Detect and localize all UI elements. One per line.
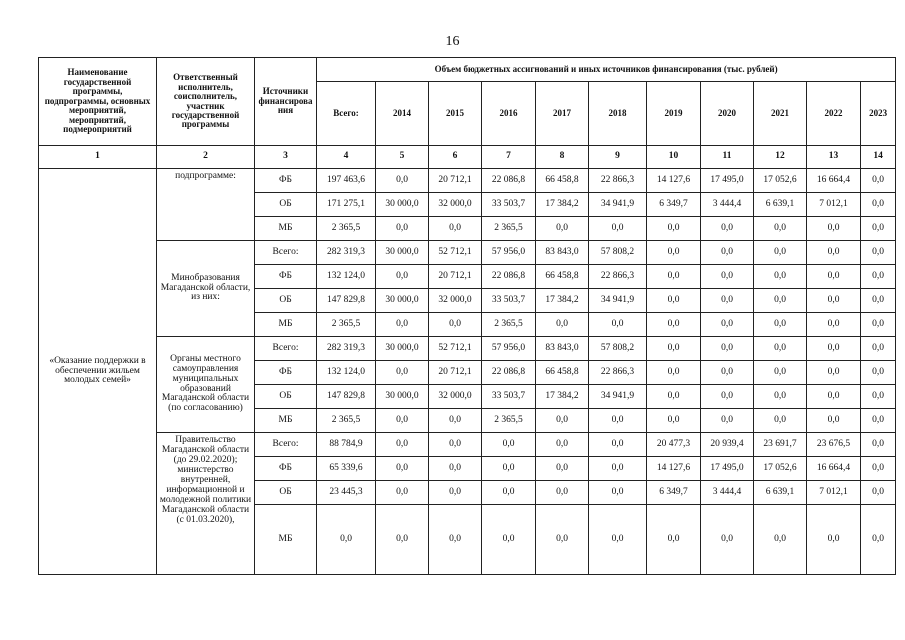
- header-source: Источники финансирова ния: [255, 58, 317, 146]
- source-cell: Всего:: [255, 241, 317, 265]
- column-number: 9: [589, 146, 647, 169]
- value-cell: 34 941,9: [589, 385, 647, 409]
- value-cell: 0,0: [482, 481, 536, 505]
- value-cell: 23 691,7: [754, 433, 807, 457]
- value-cell: 0,0: [589, 433, 647, 457]
- value-cell: 23 445,3: [317, 481, 376, 505]
- value-cell: 6 639,1: [754, 193, 807, 217]
- value-cell: 20 712,1: [429, 361, 482, 385]
- value-cell: 0,0: [647, 385, 701, 409]
- value-cell: 0,0: [429, 481, 482, 505]
- value-cell: 0,0: [376, 505, 429, 575]
- value-cell: 30 000,0: [376, 385, 429, 409]
- value-cell: 0,0: [536, 313, 589, 337]
- value-cell: 0,0: [861, 433, 896, 457]
- header-group-title: Объем бюджетных ассигнований и иных источников финансирования (тыс. рублей): [317, 58, 896, 82]
- value-cell: 0,0: [807, 289, 861, 313]
- value-cell: 30 000,0: [376, 289, 429, 313]
- value-cell: 22 086,8: [482, 361, 536, 385]
- value-cell: 0,0: [807, 361, 861, 385]
- value-cell: 2 365,5: [317, 217, 376, 241]
- table-row: [39, 169, 896, 193]
- value-cell: 0,0: [647, 313, 701, 337]
- header-year: 2017: [536, 82, 589, 146]
- page-number: 16: [445, 34, 460, 49]
- column-number: 7: [482, 146, 536, 169]
- value-cell: 20 712,1: [429, 169, 482, 193]
- value-cell: 0,0: [861, 241, 896, 265]
- value-cell: 0,0: [807, 385, 861, 409]
- column-number: 5: [376, 146, 429, 169]
- value-cell: 0,0: [376, 481, 429, 505]
- value-cell: 0,0: [376, 313, 429, 337]
- value-cell: 17 052,6: [754, 169, 807, 193]
- value-cell: 57 956,0: [482, 337, 536, 361]
- value-cell: 33 503,7: [482, 193, 536, 217]
- value-cell: 0,0: [536, 409, 589, 433]
- value-cell: 34 941,9: [589, 289, 647, 313]
- value-cell: 16 664,4: [807, 169, 861, 193]
- value-cell: 0,0: [754, 505, 807, 575]
- value-cell: 0,0: [701, 337, 754, 361]
- value-cell: 0,0: [701, 505, 754, 575]
- column-number: 11: [701, 146, 754, 169]
- column-number: 13: [807, 146, 861, 169]
- value-cell: 0,0: [701, 313, 754, 337]
- source-cell: МБ: [255, 217, 317, 241]
- value-cell: 0,0: [376, 433, 429, 457]
- value-cell: 0,0: [589, 409, 647, 433]
- value-cell: 0,0: [376, 265, 429, 289]
- value-cell: 0,0: [701, 217, 754, 241]
- value-cell: 20 477,3: [647, 433, 701, 457]
- value-cell: 147 829,8: [317, 289, 376, 313]
- value-cell: 0,0: [807, 337, 861, 361]
- value-cell: 0,0: [701, 409, 754, 433]
- value-cell: 282 319,3: [317, 241, 376, 265]
- value-cell: 0,0: [376, 457, 429, 481]
- value-cell: 0,0: [429, 409, 482, 433]
- source-cell: ФБ: [255, 169, 317, 193]
- value-cell: 52 712,1: [429, 241, 482, 265]
- value-cell: 0,0: [807, 313, 861, 337]
- value-cell: 3 444,4: [701, 193, 754, 217]
- header-year: 2020: [701, 82, 754, 146]
- value-cell: 32 000,0: [429, 385, 482, 409]
- value-cell: 0,0: [861, 289, 896, 313]
- value-cell: 14 127,6: [647, 457, 701, 481]
- header-total: Всего:: [317, 82, 376, 146]
- value-cell: 30 000,0: [376, 337, 429, 361]
- value-cell: 0,0: [647, 217, 701, 241]
- value-cell: 0,0: [754, 265, 807, 289]
- value-cell: 0,0: [376, 409, 429, 433]
- value-cell: 0,0: [536, 505, 589, 575]
- value-cell: 0,0: [861, 193, 896, 217]
- value-cell: 7 012,1: [807, 481, 861, 505]
- value-cell: 22 866,3: [589, 265, 647, 289]
- value-cell: 0,0: [754, 289, 807, 313]
- table-row: [39, 241, 896, 265]
- header-year: 2014: [376, 82, 429, 146]
- source-cell: Всего:: [255, 337, 317, 361]
- value-cell: 23 676,5: [807, 433, 861, 457]
- value-cell: 0,0: [536, 481, 589, 505]
- value-cell: 30 000,0: [376, 241, 429, 265]
- source-cell: Всего:: [255, 433, 317, 457]
- source-cell: ОБ: [255, 481, 317, 505]
- value-cell: 17 052,6: [754, 457, 807, 481]
- value-cell: 32 000,0: [429, 193, 482, 217]
- table-row: [39, 433, 896, 457]
- column-number-row: [39, 146, 896, 169]
- value-cell: 0,0: [754, 337, 807, 361]
- executor-cell: Правительство Магаданской области (до 29.02.2020); министерство внутренней, информационной и молодежной политики Магаданской области (с 01.03.2020),: [157, 433, 255, 575]
- value-cell: 132 124,0: [317, 361, 376, 385]
- value-cell: 132 124,0: [317, 265, 376, 289]
- value-cell: 83 843,0: [536, 241, 589, 265]
- value-cell: 0,0: [807, 241, 861, 265]
- value-cell: 0,0: [861, 265, 896, 289]
- value-cell: 197 463,6: [317, 169, 376, 193]
- value-cell: 33 503,7: [482, 385, 536, 409]
- value-cell: 0,0: [807, 217, 861, 241]
- value-cell: 147 829,8: [317, 385, 376, 409]
- source-cell: ФБ: [255, 361, 317, 385]
- value-cell: 0,0: [861, 385, 896, 409]
- value-cell: 17 384,2: [536, 289, 589, 313]
- value-cell: 0,0: [701, 289, 754, 313]
- value-cell: 33 503,7: [482, 289, 536, 313]
- executor-cell: Минобразования Магаданской области, из них:: [157, 241, 255, 337]
- value-cell: 2 365,5: [482, 409, 536, 433]
- source-cell: МБ: [255, 409, 317, 433]
- value-cell: 282 319,3: [317, 337, 376, 361]
- value-cell: 0,0: [754, 409, 807, 433]
- header-year: 2019: [647, 82, 701, 146]
- value-cell: 0,0: [861, 409, 896, 433]
- value-cell: 171 275,1: [317, 193, 376, 217]
- executor-cell: подпрограмме:: [157, 169, 255, 241]
- value-cell: 0,0: [482, 433, 536, 457]
- value-cell: 2 365,5: [482, 313, 536, 337]
- value-cell: 17 495,0: [701, 169, 754, 193]
- value-cell: 57 808,2: [589, 241, 647, 265]
- value-cell: 0,0: [376, 169, 429, 193]
- value-cell: 20 939,4: [701, 433, 754, 457]
- value-cell: 6 639,1: [754, 481, 807, 505]
- value-cell: 2 365,5: [317, 313, 376, 337]
- value-cell: 0,0: [647, 289, 701, 313]
- source-cell: ОБ: [255, 385, 317, 409]
- value-cell: 17 495,0: [701, 457, 754, 481]
- value-cell: 0,0: [807, 505, 861, 575]
- value-cell: 0,0: [536, 217, 589, 241]
- header-year: 2016: [482, 82, 536, 146]
- column-number: 14: [861, 146, 896, 169]
- value-cell: 0,0: [861, 505, 896, 575]
- header-year: 2022: [807, 82, 861, 146]
- value-cell: 0,0: [376, 217, 429, 241]
- value-cell: 0,0: [589, 481, 647, 505]
- value-cell: 66 458,8: [536, 169, 589, 193]
- value-cell: 0,0: [701, 241, 754, 265]
- value-cell: 22 086,8: [482, 169, 536, 193]
- column-number: 10: [647, 146, 701, 169]
- value-cell: 32 000,0: [429, 289, 482, 313]
- value-cell: 0,0: [647, 361, 701, 385]
- value-cell: 22 866,3: [589, 361, 647, 385]
- value-cell: 65 339,6: [317, 457, 376, 481]
- value-cell: 0,0: [482, 457, 536, 481]
- value-cell: 3 444,4: [701, 481, 754, 505]
- value-cell: 52 712,1: [429, 337, 482, 361]
- budget-table: [38, 57, 896, 575]
- value-cell: 6 349,7: [647, 481, 701, 505]
- value-cell: 0,0: [807, 265, 861, 289]
- column-number: 12: [754, 146, 807, 169]
- value-cell: 0,0: [754, 361, 807, 385]
- value-cell: 0,0: [647, 337, 701, 361]
- value-cell: 66 458,8: [536, 361, 589, 385]
- value-cell: 0,0: [429, 217, 482, 241]
- value-cell: 0,0: [861, 313, 896, 337]
- value-cell: 0,0: [701, 265, 754, 289]
- value-cell: 0,0: [754, 217, 807, 241]
- header-year: 2023: [861, 82, 896, 146]
- value-cell: 0,0: [589, 217, 647, 241]
- table-row: [39, 337, 896, 361]
- source-cell: ОБ: [255, 289, 317, 313]
- value-cell: 0,0: [861, 337, 896, 361]
- column-number: 8: [536, 146, 589, 169]
- value-cell: 0,0: [536, 457, 589, 481]
- value-cell: 0,0: [754, 313, 807, 337]
- value-cell: 57 808,2: [589, 337, 647, 361]
- source-cell: МБ: [255, 313, 317, 337]
- measure-name: «Оказание поддержки в обеспечении жильем молодых семей»: [39, 169, 157, 575]
- value-cell: 17 384,2: [536, 193, 589, 217]
- value-cell: 30 000,0: [376, 193, 429, 217]
- value-cell: 0,0: [701, 361, 754, 385]
- value-cell: 0,0: [536, 433, 589, 457]
- value-cell: 17 384,2: [536, 385, 589, 409]
- value-cell: 0,0: [807, 409, 861, 433]
- header-executor: Ответственный исполнитель, соисполнитель, участник государственной программы: [157, 58, 255, 146]
- value-cell: 0,0: [861, 361, 896, 385]
- value-cell: 0,0: [754, 241, 807, 265]
- source-cell: ФБ: [255, 265, 317, 289]
- column-number: 1: [39, 146, 157, 169]
- value-cell: 0,0: [701, 385, 754, 409]
- value-cell: 0,0: [429, 433, 482, 457]
- value-cell: 0,0: [754, 385, 807, 409]
- executor-cell: Органы местного самоуправления муниципальных образований Магаданской области (по согласованию): [157, 337, 255, 433]
- value-cell: 0,0: [317, 505, 376, 575]
- value-cell: 0,0: [861, 457, 896, 481]
- value-cell: 0,0: [647, 265, 701, 289]
- column-number: 2: [157, 146, 255, 169]
- value-cell: 6 349,7: [647, 193, 701, 217]
- value-cell: 57 956,0: [482, 241, 536, 265]
- value-cell: 83 843,0: [536, 337, 589, 361]
- value-cell: 0,0: [429, 457, 482, 481]
- header-name: Наименование государственной программы, подпрограммы, основных мероприятий, мероприятий, подмероприятий: [39, 58, 157, 146]
- value-cell: 7 012,1: [807, 193, 861, 217]
- value-cell: 0,0: [647, 241, 701, 265]
- value-cell: 0,0: [861, 217, 896, 241]
- value-cell: 20 712,1: [429, 265, 482, 289]
- value-cell: 22 086,8: [482, 265, 536, 289]
- value-cell: 14 127,6: [647, 169, 701, 193]
- value-cell: 0,0: [861, 481, 896, 505]
- source-cell: ОБ: [255, 193, 317, 217]
- column-number: 4: [317, 146, 376, 169]
- value-cell: 88 784,9: [317, 433, 376, 457]
- value-cell: 0,0: [647, 409, 701, 433]
- value-cell: 66 458,8: [536, 265, 589, 289]
- value-cell: 16 664,4: [807, 457, 861, 481]
- value-cell: 0,0: [429, 505, 482, 575]
- value-cell: 0,0: [647, 505, 701, 575]
- column-number: 3: [255, 146, 317, 169]
- value-cell: 0,0: [589, 505, 647, 575]
- value-cell: 0,0: [589, 457, 647, 481]
- value-cell: 22 866,3: [589, 169, 647, 193]
- value-cell: 2 365,5: [317, 409, 376, 433]
- source-cell: ФБ: [255, 457, 317, 481]
- source-cell: МБ: [255, 505, 317, 575]
- column-number: 6: [429, 146, 482, 169]
- value-cell: 2 365,5: [482, 217, 536, 241]
- header-year: 2015: [429, 82, 482, 146]
- value-cell: 0,0: [376, 361, 429, 385]
- value-cell: 0,0: [589, 313, 647, 337]
- header-year: 2018: [589, 82, 647, 146]
- value-cell: 34 941,9: [589, 193, 647, 217]
- value-cell: 0,0: [861, 169, 896, 193]
- value-cell: 0,0: [429, 313, 482, 337]
- header-year: 2021: [754, 82, 807, 146]
- value-cell: 0,0: [482, 505, 536, 575]
